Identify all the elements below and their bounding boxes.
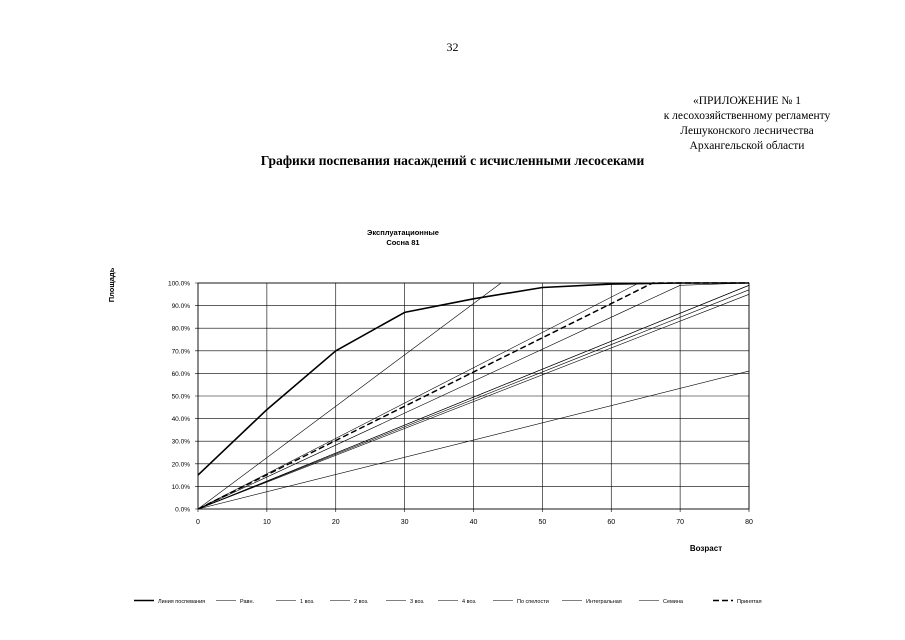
chart-subtitle: Сосна 81: [386, 238, 420, 247]
document-title: Графики поспевания насаждений с исчисленными лесосеками: [260, 153, 645, 168]
legend-label-4: 2 воз.: [354, 599, 369, 605]
x-tick-label: 0: [196, 519, 200, 526]
y-tick-label: 90.0%: [171, 303, 190, 311]
y-tick-label: 20.0%: [171, 461, 190, 469]
x-tick-label: 40: [469, 519, 478, 526]
y-axis-label: Площадь: [107, 267, 116, 303]
page-number: 32: [446, 40, 459, 54]
y-tick-label: 10.0%: [171, 483, 190, 491]
y-tick-label: 60.0%: [171, 370, 190, 378]
legend-label-9: Семина: [663, 599, 683, 605]
y-tick-label: 80.0%: [171, 325, 190, 333]
x-tick-label: 60: [607, 519, 616, 526]
x-tick-label: 80: [745, 519, 753, 526]
appendix-line-1: «ПРИЛОЖЕНИЕ № 1: [692, 95, 801, 107]
legend-label-8: Интегральная: [586, 599, 622, 605]
y-tick-label: 0.0%: [175, 506, 190, 514]
legend-label-3: 1 воз.: [300, 599, 315, 605]
x-tick-label: 30: [400, 519, 409, 526]
axis-ticks: [168, 281, 753, 527]
y-tick-label: 100.0%: [167, 280, 190, 288]
y-tick-label: 70.0%: [171, 348, 190, 356]
legend-label-10: Принятая: [737, 599, 762, 605]
x-tick-label: 50: [538, 519, 547, 526]
appendix-line-3: Лешуконского лесничества: [680, 125, 814, 137]
appendix-line-4: Архангельской области: [689, 140, 805, 152]
legend-label-7: По спелости: [517, 599, 549, 605]
legend: [134, 599, 762, 605]
legend-label-6: 4 воз.: [462, 599, 477, 605]
chart-title: Эксплуатационные: [367, 228, 439, 237]
x-tick-label: 70: [676, 519, 685, 526]
y-tick-label: 30.0%: [171, 438, 190, 446]
legend-label-5: 3 воз.: [410, 599, 425, 605]
legend-label-1: Линия поспевания: [158, 599, 206, 605]
y-tick-label: 40.0%: [171, 416, 190, 424]
x-tick-label: 10: [262, 519, 271, 526]
legend-label-2: Равн.: [240, 599, 255, 605]
y-tick-label: 50.0%: [171, 393, 190, 401]
x-tick-label: 20: [331, 519, 340, 526]
x-axis-label: Возраст: [689, 544, 723, 553]
appendix-line-2: к лесохозяйственному регламенту: [663, 110, 831, 122]
